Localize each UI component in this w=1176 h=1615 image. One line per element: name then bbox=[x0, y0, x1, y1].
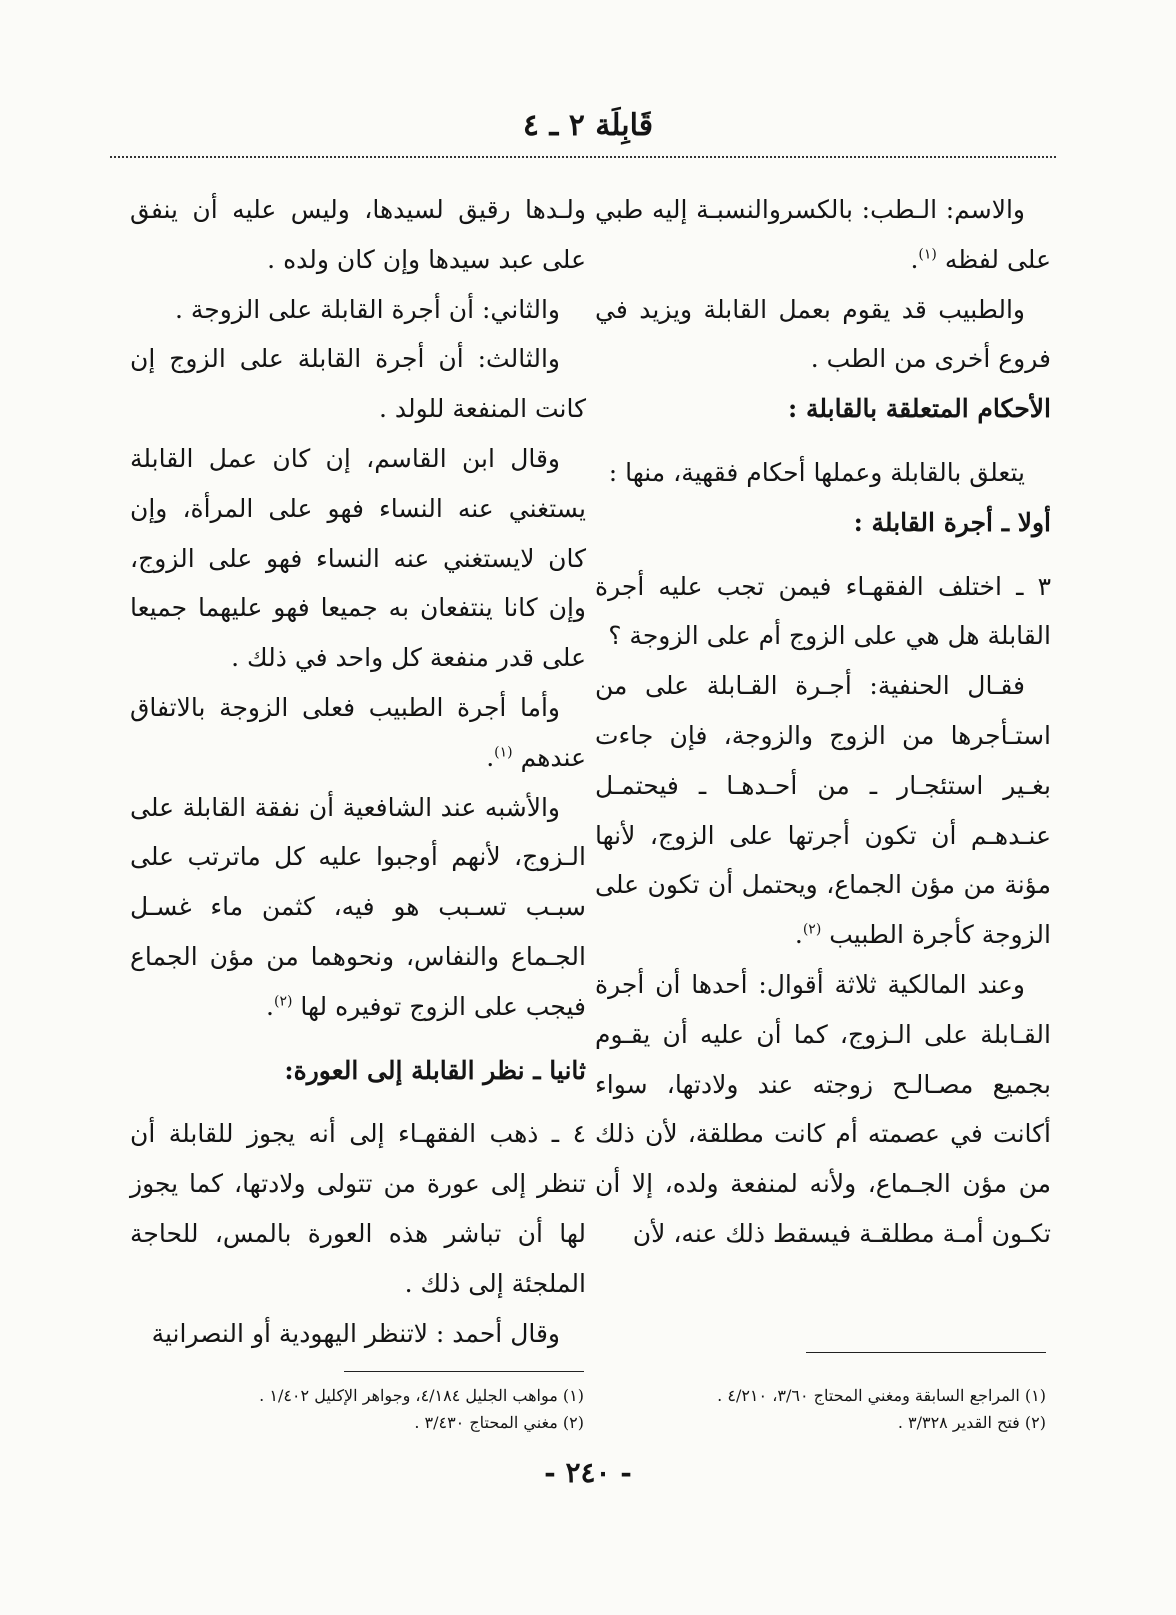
paragraph: والثاني: أن أجرة القابلة على الزوجة . bbox=[174, 294, 560, 324]
right-text-column bbox=[595, 185, 1051, 1259]
paragraph bbox=[595, 661, 1051, 960]
section-heading: أولا ـ أجرة القابلة : bbox=[853, 507, 1051, 537]
paragraph-text: والأشبه عند الشافعية أن نفقة القابلة على الـزوج، لأنهم أوجبوا عليه كل ماترتب على سبـب تسـبب هو فيه، كثمن ماء غسـل الجـماع والنفاس، ونحوهما من مؤن الجماع فيجب على الزوج توفيره لها bbox=[130, 792, 586, 1021]
paragraph: وعند المالكية ثلاثة أقوال: أحدها أن أجرة القـابلة على الـزوج، كما أن عليه أن يقـوم بجميع مصـالـح زوجته عند ولادتها، سواء أكانت في عصمته أم كانت مطلقة، لأن ذلك من مؤن الجـماع، ولأنه لمنفعة ولده، إلا أن تكـون أمـة مطلقـة فيسقط ذلك عنه، لأن bbox=[595, 969, 1051, 1248]
left-footnotes bbox=[128, 1382, 584, 1436]
paragraph bbox=[130, 783, 586, 1032]
footnote-reference: (٢) bbox=[802, 921, 822, 938]
footnote-reference: (١) bbox=[918, 246, 937, 263]
paragraph-text: وأما أجرة الطبيب فعلى الزوجة بالاتفاق عندهم bbox=[130, 692, 586, 772]
footnote: (٢) مغني المحتاج ٣/٤٣٠ . bbox=[414, 1413, 584, 1432]
paragraph bbox=[130, 683, 586, 783]
page-number: - ٢٤٠ - bbox=[544, 1456, 632, 1489]
footnote-divider bbox=[344, 1371, 584, 1372]
paragraph: وقال أحمد : لاتنظر اليهودية أو النصرانية bbox=[151, 1318, 560, 1348]
paragraph: ٤ ـ ذهب الفقهـاء إلى أنه يجوز للقابلة أن تنظر إلى عورة من تتولى ولادتها، كما يجوز لها أن تباشر هذه العورة بالمس، للحاجة الملجئة إلى ذلك . bbox=[130, 1119, 586, 1298]
paragraph-text: . bbox=[486, 742, 495, 772]
paragraph-text: والاسم: الـطب: بالكسروالنسبـة إليه طبي على لفظه bbox=[595, 195, 1051, 274]
left-text-column bbox=[130, 185, 586, 1358]
footnote: (١) مواهب الجليل ٤/١٨٤، وجواهر الإكليل ١/٤٠٢ . bbox=[259, 1386, 584, 1405]
footnote: (١) المراجع السابقة ومغني المحتاج ٣/٦٠، ٤/٢١٠ . bbox=[717, 1386, 1046, 1405]
paragraph: ولـدها رقيق لسيدها، وليس عليه أن ينفق على عبد سيدها وإن كان ولده . bbox=[130, 195, 586, 274]
paragraph: يتعلق بالقابلة وعملها أحكام فقهية، منها : bbox=[608, 457, 1025, 487]
section-heading: الأحكام المتعلقة بالقابلة : bbox=[788, 394, 1051, 424]
paragraph: والثالث: أن أجرة القابلة على الزوج إن كانت المنفعة للولد . bbox=[130, 344, 586, 424]
section-heading: ثانيا ـ نظر القابلة إلى العورة: bbox=[284, 1055, 586, 1085]
paragraph: والطبيب قد يقوم بعمل القابلة ويزيد في فروع أخرى من الطب . bbox=[595, 294, 1051, 374]
paragraph bbox=[595, 185, 1051, 285]
page-header-title: قَابِلَة ٢ ـ ٤ bbox=[522, 108, 654, 143]
paragraph-text: . bbox=[794, 920, 803, 950]
footnote-reference: (١) bbox=[494, 744, 513, 761]
paragraph: ٣ ـ اختلف الفقهـاء فيمن تجب عليه أجرة القابلة هل هي على الزوج أم على الزوجة ؟ bbox=[595, 571, 1051, 651]
header-dotted-rule bbox=[110, 156, 1056, 158]
paragraph-text: . bbox=[266, 991, 274, 1021]
paragraph-text: . bbox=[910, 244, 919, 274]
right-footnotes bbox=[590, 1382, 1046, 1436]
footnote: (٢) فتح القدير ٣/٣٢٨ . bbox=[897, 1413, 1046, 1432]
paragraph: وقال ابن القاسم، إن كان عمل القابلة يستغني عنه النساء فهو على المرأة، وإن كان لايستغني عنه النساء فهو على الزوج، وإن كانا ينتفعان به جميعا فهو عليهما جميعا على قدر منفعة كل واحد في ذلك . bbox=[130, 443, 586, 673]
paragraph-text: فقـال الحنفية: أجـرة القـابلة على من استـأجرها من الزوج والزوجة، فإن جاءت بغـير استئجـار ـ من أحـدهـا ـ فيحتمـل عنـدهـم أن تكون أجرتها على الزوج، لأنها مؤنة من مؤن الجماع، ويحتمل أن تكون على الزوجة كأجرة الطبيب bbox=[595, 671, 1051, 950]
footnote-reference: (٢) bbox=[273, 993, 293, 1010]
footnote-divider bbox=[806, 1352, 1046, 1353]
